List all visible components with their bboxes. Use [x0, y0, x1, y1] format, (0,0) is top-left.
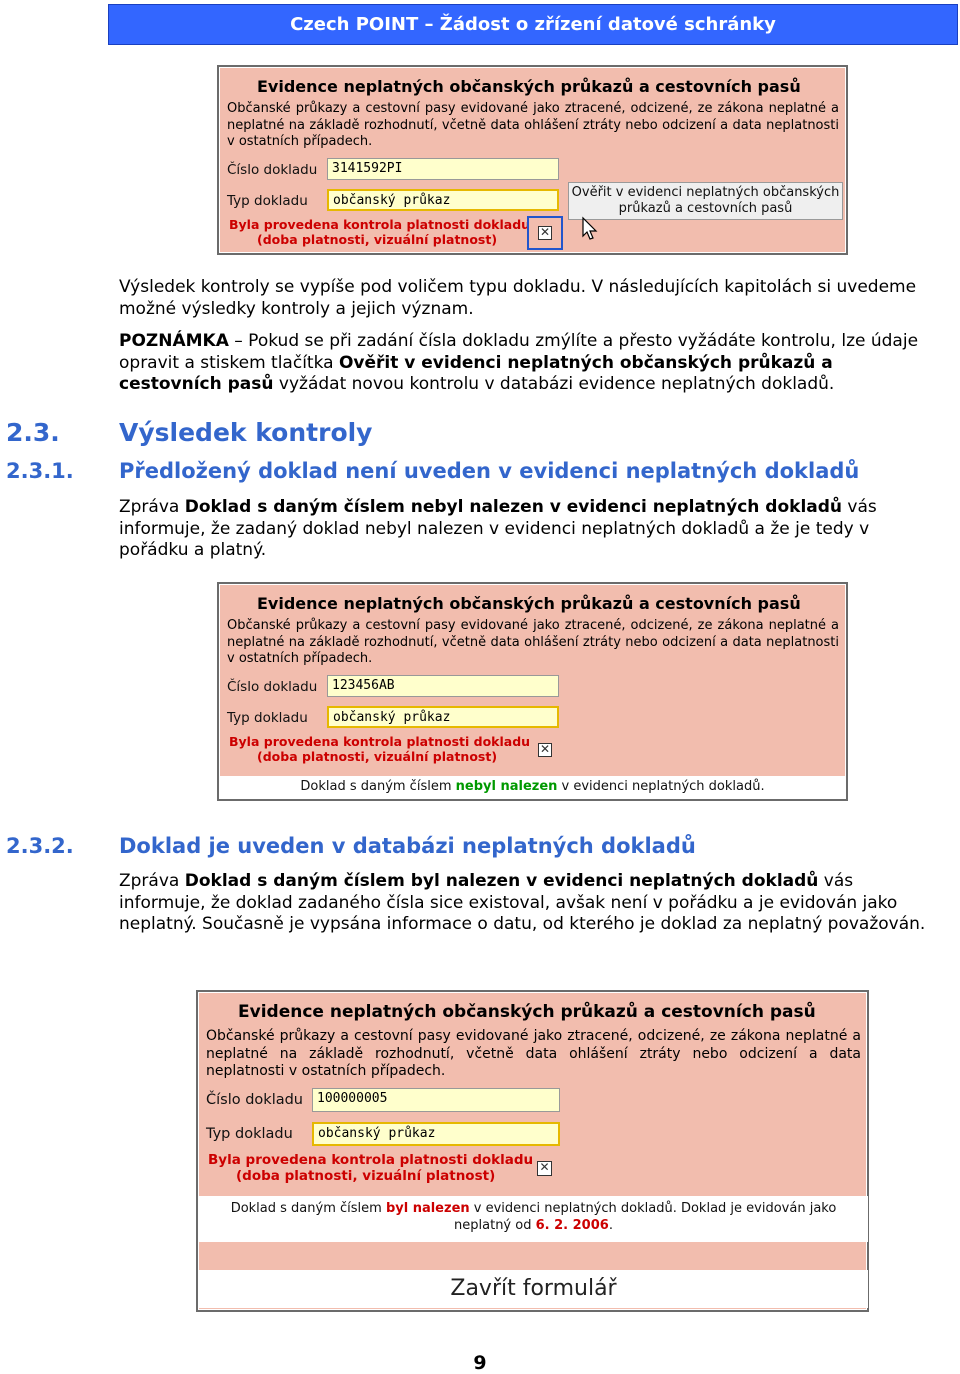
section-2-3-2-paragraph: Zpráva Doklad s daným číslem byl nalezen v evidenci neplatných dokladů vás informuje, že doklad zadaného čísla sice existoval, avšak není v pořádku a je evidován jako neplatný. Současně je vypsána informace o datu, od kterého je doklad za neplatný považován. [119, 871, 926, 934]
result-intro-paragraph: Výsledek kontroly se vypíše pod voličem typu dokladu. V následujících kapitolách si uvedeme možné výsledky kontroly a jejich význam. [119, 277, 917, 319]
form-description: Občanské průkazy a cestovní pasy evidované jako ztracené, odcizené, ze zákona neplatné a neplatné na základě rozhodnutí, včetně data ohlášení ztráty nebo odcizení a data neplatnosti v ostatních případech. [227, 618, 839, 666]
note-paragraph: POZNÁMKA – Pokud se při zadání čísla dokladu zmýlíte a přesto vyžádáte kontrolu, lze údaje opravit a stiskem tlačítka Ověřit v evidenci neplatných občanských průkazů a cestovních pasů vyžádat novou kontrolu v databázi evidence neplatných dokladů. [119, 331, 919, 394]
section-heading-2-3: 2.3. Výsledek kontroly [6, 418, 373, 447]
verify-button[interactable]: Ověřit v evidenci neplatných občanských průkazů a cestovních pasů [568, 182, 843, 220]
form-description: Občanské průkazy a cestovní pasy evidované jako ztracené, odcizené, ze zákona neplatné a neplatné na základě rozhodnutí, včetně data ohlášení ztráty nebo odcizení a data neplatnosti v ostatních případech. [227, 101, 839, 149]
result-message-not-found: Doklad s daným číslem nebyl nalezen v evidenci neplatných dokladů. [220, 776, 845, 798]
document-number-input[interactable]: 123456AB [327, 675, 559, 697]
document-number-label: Číslo dokladu [227, 679, 318, 695]
document-header-title: Czech POINT – Žádost o zřízení datové schránky [290, 14, 776, 35]
document-type-label: Typ dokladu [227, 193, 308, 209]
section-heading-2-3-1: 2.3.1. Předložený doklad není uveden v evidenci neplatných dokladů [6, 459, 860, 483]
document-type-select[interactable]: občanský průkaz [312, 1122, 560, 1146]
checked-box-icon[interactable]: ✕ [537, 1161, 552, 1176]
form-screenshot-1 [217, 65, 848, 255]
document-type-label: Typ dokladu [206, 1126, 293, 1142]
validity-check-label: Byla provedena kontrola platnosti dokladu (doba platnosti, vizuální platnost) [229, 734, 531, 764]
form-title: Evidence neplatných občanských průkazů a cestovních pasů [257, 594, 801, 613]
form-screenshot-3 [196, 990, 869, 1312]
document-number-label: Číslo dokladu [206, 1092, 303, 1108]
checked-box-icon[interactable]: ✕ [539, 225, 551, 239]
form-title: Evidence neplatných občanských průkazů a cestovních pasů [257, 77, 801, 96]
validity-check-label: Byla provedena kontrola platnosti dokladu (doba platnosti, vizuální platnost) [229, 217, 531, 247]
validity-check-label: Byla provedena kontrola platnosti dokladu (doba platnosti, vizuální platnost) [208, 1152, 534, 1184]
result-message-found: Doklad s daným číslem byl nalezen v evidenci neplatných dokladů. Doklad je evidován jako neplatný od 6. 2. 2006. [199, 1196, 868, 1242]
checked-box-icon[interactable]: ✕ [539, 742, 551, 756]
section-heading-2-3-2: 2.3.2. Doklad je uveden v databázi neplatných dokladů [6, 834, 696, 858]
form-screenshot-2 [217, 582, 848, 801]
form-title: Evidence neplatných občanských průkazů a cestovních pasů [238, 1002, 816, 1022]
note-button-name: Ověřit v evidenci neplatných občanských průkazů a cestovních pasů [119, 352, 833, 394]
document-type-select[interactable]: občanský průkaz [327, 189, 559, 211]
document-type-label: Typ dokladu [227, 710, 308, 726]
close-form-button[interactable]: Zavřít formulář [199, 1270, 868, 1308]
note-label: POZNÁMKA [119, 331, 229, 351]
form-description: Občanské průkazy a cestovní pasy evidované jako ztracené, odcizené, ze zákona neplatné a neplatné na základě rozhodnutí, včetně data ohlášení ztráty nebo odcizení a data neplatnosti v ostatních případech. [206, 1028, 861, 1079]
document-header-bar [108, 4, 958, 45]
document-number-label: Číslo dokladu [227, 162, 318, 178]
page-number: 9 [473, 1352, 487, 1374]
document-type-select[interactable]: občanský průkaz [327, 706, 559, 728]
mouse-pointer-icon [582, 217, 598, 241]
section-2-3-1-paragraph: Zpráva Doklad s daným číslem nebyl nalezen v evidenci neplatných dokladů vás informuje, že zadaný doklad nebyl nalezen v evidenci neplatných dokladů a že je tedy v pořádku a platný. [119, 497, 877, 560]
document-number-input[interactable]: 3141592PI [327, 158, 559, 180]
document-number-input[interactable]: 100000005 [312, 1088, 560, 1112]
